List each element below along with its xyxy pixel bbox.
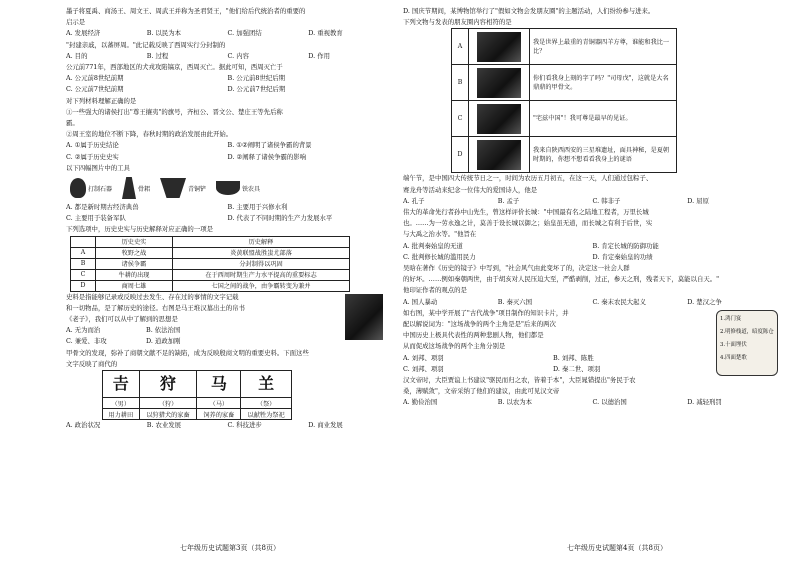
question-text: 赛龙舟等活动来纪念一位伟大的爱国诗人，他是: [403, 185, 538, 194]
question-text: 以下四幅图片中的工具: [66, 163, 130, 172]
option: A. 刘邦、项羽: [403, 353, 444, 362]
question-text: 桑，薄赋敛"，文帝采纳了他们的建议，由此可见汉文帝: [403, 387, 560, 396]
table-cell: A: [71, 247, 96, 258]
relic-letter: C: [452, 101, 469, 137]
glyph-name-row: [103, 398, 292, 409]
hezun-image: [477, 104, 521, 134]
glyph-name: （男）: [103, 398, 140, 409]
glyph-meaning: 以献牲为祭祀: [241, 409, 292, 420]
stone-tool-image: [70, 178, 86, 198]
simuwu-ding-image: [477, 68, 521, 98]
table-row: [71, 247, 350, 258]
option: B. 刘邦、陈胜: [553, 353, 594, 362]
option: A. 政治状况: [66, 421, 101, 430]
question-text: "封建亲戚，以蕃屏周。"此记载反映了西周实行分封制的: [66, 40, 226, 49]
page-footer: 七年级历史试题第4页（共8页）: [567, 544, 667, 552]
question-text: 汉文帝时，大臣贾谊上书建议"驱民而归之农，皆着于本"，大臣晁错提出"务民于农: [403, 376, 636, 385]
option: A. 孔子: [403, 196, 425, 205]
question-text: 《老子》，我们可以从中了解到的思想是: [66, 315, 178, 324]
glyph-name: （狩）: [139, 398, 197, 409]
option: B. 肯定长城的防御功能: [592, 241, 659, 250]
question-text: 从而促成这场战争的两个主角分别是: [403, 342, 506, 351]
question-text: 下列选项中，历史史实与历史解释对应正确的一项是: [66, 225, 213, 234]
question-text: 霸。: [66, 119, 79, 128]
options-row: [66, 84, 389, 95]
options-row: [66, 325, 389, 336]
relic-row: [452, 65, 677, 101]
oracle-glyph: 狩: [139, 371, 197, 398]
glyph-meaning: 以狩猎犬的家畜: [139, 409, 197, 420]
option: D. ②阐释了诸侯争霸的影响: [227, 152, 307, 161]
relic-table: [451, 28, 677, 173]
bronze-mask-image: [477, 140, 521, 170]
option: B. 以农为本: [497, 398, 533, 407]
relic-row: [452, 29, 677, 65]
war-card-question: [403, 308, 782, 375]
table-cell: C: [71, 269, 96, 280]
question-text: 的好坏。……例如秦朝两世，由于胡亥对人民压迫大至，严酷剥削，过正，参天之刑，残者天下，莫能以自天。": [403, 275, 720, 284]
option: D. 肯定秦始皇的功绩: [592, 252, 653, 261]
oracle-bone-table: [102, 370, 292, 420]
tool-images: [70, 177, 389, 199]
option: D. 代表了不同时期的生产力发展水平: [227, 214, 333, 223]
relic-letter: B: [452, 65, 469, 101]
option: C. 批判修长城的滥用民力: [403, 252, 476, 261]
relic-post: 我是世界上最重的青铜器四羊方尊，谁能和我比一比？: [530, 29, 677, 65]
oracle-glyph: 𠮷: [103, 371, 140, 398]
options-row: [66, 152, 389, 163]
option: C. 以德治国: [592, 398, 627, 407]
glyph-name: （马）: [197, 398, 241, 409]
options-row: [403, 297, 782, 308]
relic-row: [452, 137, 677, 173]
table-row: [71, 269, 350, 280]
option: C. 科技进步: [227, 421, 262, 430]
table-header: 历史解释: [173, 236, 350, 247]
card-item: 2.明修栈道，暗度陈仓: [720, 328, 774, 335]
options-row: [66, 202, 389, 213]
table-row: [71, 258, 350, 269]
options-row: [66, 28, 389, 39]
question-text: 文字反映了商代的: [66, 359, 118, 368]
table-cell: 炎黄联盟战胜蚩尤部落: [173, 247, 350, 258]
glyph-meaning: 用力耕田: [103, 409, 140, 420]
table-cell: 牛耕的出现: [96, 269, 173, 280]
options-row: [66, 336, 389, 347]
question-text: 与大禹之治水等。"他旨在: [403, 230, 477, 239]
table-cell: 商周七雄: [96, 280, 173, 291]
question-text: 和一切物品，是了解历史的途径。右图是马王堆汉墓出土的帛书: [66, 303, 245, 312]
options-row: [66, 51, 389, 62]
option: A. 国人暴动: [403, 297, 438, 306]
question-text: 伟大的革命先行者孙中山先生，曾这样评价长城："中国最有名之陆地工程者，万里长城: [403, 208, 649, 217]
iron-tool-image: [216, 181, 240, 195]
question-text: 配以解说词为："这场战争的两个主角是是"后来的两次: [403, 320, 556, 329]
option: B. 孟子: [497, 196, 520, 205]
relic-row: [452, 101, 677, 137]
glyph-name: （祭）: [241, 398, 292, 409]
table-header: 历史史实: [96, 236, 173, 247]
option: B. ①②阐明了诸侯争霸的背景: [227, 141, 312, 150]
option: B. 公元前8世纪后期: [227, 74, 286, 83]
table-cell: 诸侯争霸: [96, 258, 173, 269]
table-header: [71, 236, 96, 247]
question-text: 墨子将夏禹、商汤王、周文王、周武王并称为圣君贤王，"他们给后代统治者的重要的: [66, 7, 306, 15]
question-text: 下列文物与发表的朋友圈内容相符的是: [403, 18, 512, 27]
option: A. 公元前8世纪前期: [66, 74, 124, 83]
option: C. 加强团结: [227, 29, 262, 38]
card-item: 4.四面楚歌: [720, 354, 747, 361]
option: D. 公元前7世纪后期: [227, 85, 286, 94]
relic-letter: D: [452, 137, 469, 173]
tool-bronze: 青铜铲: [160, 178, 206, 198]
table-cell: 牧野之战: [96, 247, 173, 258]
option: D. 减轻刑罚: [687, 398, 722, 407]
question-text: 对下列材料理解正确的是: [66, 96, 137, 105]
question-text: ②周王室的地位不断下降，春秋时期的政治发展由此开始。: [66, 130, 233, 139]
question-text: 端午节，是中国四大传统节日之一，时间为农历五月初五，在这一天，人们通过包粽子、: [403, 174, 653, 183]
table-cell: 在于西周时期生产力水平提高的重要标志: [173, 269, 350, 280]
option: B. 主要用于兴修水利: [227, 203, 288, 212]
card-item: 3.十面埋伏: [720, 341, 747, 348]
tool-stone: 打制石器: [70, 178, 112, 198]
question-text: 他印证作者的观点的是: [403, 286, 467, 295]
question-text: 也。……为一劳永逸之计，莫善于设长城以御之；始皇虽无道，而长城之有利于后世，实: [403, 219, 653, 228]
option: C. ②属于历史史实: [66, 152, 119, 161]
option: C. 主要用于装备军队: [66, 214, 126, 223]
option: D. 商业发展: [308, 421, 343, 430]
question-text: 吴晗在著作《历史的镜子》中写到，"社会风气由此变坏了的，决定这一社会人群: [403, 264, 630, 273]
bronze-shovel-image: [160, 178, 186, 198]
option: B. 以民为本: [146, 29, 182, 38]
card-item: 1.鸿门宴: [720, 315, 742, 322]
history-table: [70, 236, 350, 292]
square-zun-image: [477, 32, 521, 62]
relic-post: 你们看我身上刻的字了吗？"司母戊"，这就是大名鼎鼎的甲骨文。: [530, 65, 677, 101]
right-page: [397, 0, 794, 561]
options-row: [403, 397, 782, 408]
option: A. ①属于历史结论: [66, 141, 119, 150]
question-text: ①一些强大的诸侯打出"尊王攘夷"的旗号，齐桓公、晋文公、楚庄王等先后称: [66, 107, 283, 116]
relic-letter: A: [452, 29, 469, 65]
question-text: 中国历史上极具代表性的两种悲剧人物，他们都是: [403, 331, 544, 340]
option: A. 无为而治: [66, 326, 101, 335]
option: B. 秦灭六国: [497, 297, 533, 306]
option: D. 逍政加刚: [146, 337, 181, 346]
option: D. 作用: [308, 51, 330, 60]
question-text: 如右图，某中学开展了"古代战争"项目制作的知识卡片，并: [403, 308, 569, 317]
question-text: 启示是: [66, 18, 86, 27]
option: D. 屈原: [687, 196, 709, 205]
question-text: 公元前771年，西部地区的犬戎攻陷镐京，西周灭亡。据此可知，西周灭亡于: [66, 63, 283, 72]
oracle-glyph: 𦍌: [241, 371, 292, 398]
option: C. 刘邦、项羽: [403, 364, 444, 373]
table-cell: D: [71, 280, 96, 291]
question-text: 甲骨文的发现，弥补了商朝文献不足的缺陷，成为反映殷商文明的重要史料。下面这些: [66, 348, 309, 357]
option: D. 秦二世、项羽: [553, 364, 601, 373]
option: D. 重视教育: [308, 29, 343, 38]
option: C. 兼爱、非攻: [66, 337, 107, 346]
option: B. 依法治国: [146, 326, 181, 335]
table-row: [71, 280, 350, 291]
option: A. 发展经济: [66, 29, 101, 38]
options-row: [66, 73, 389, 84]
silk-book-image: [345, 294, 383, 340]
table-cell: 七国之间的战争，由争霸转变为兼并: [173, 280, 350, 291]
glyph-meaning-row: [103, 409, 292, 420]
options-row: [403, 241, 782, 252]
tool-iron: 铁农具: [216, 181, 260, 195]
glyph-meaning: 饲养的家畜: [197, 409, 241, 420]
option: A. 勤俭治国: [403, 398, 438, 407]
option: C. 韩非子: [592, 196, 621, 205]
option: B. 农业发展: [146, 421, 182, 430]
table-header-row: [71, 236, 350, 247]
option: A. 都是新时期古经济典兽: [66, 203, 139, 212]
tool-bone: 骨耜: [122, 177, 150, 199]
table-cell: 分封制得以巩固: [173, 258, 350, 269]
option: C. 秦末农民大起义: [592, 297, 646, 306]
question-text: 史料是指能够记录或反映过去发生、存在过的事情的文字记载: [66, 292, 239, 301]
options-row: [66, 140, 389, 151]
oracle-glyph: 马: [197, 371, 241, 398]
bone-spade-image: [122, 177, 136, 199]
relic-post: 我来自陕西西安的三星堆遗址，面具神秘，是夏朝时期的，你想不想看看我身上的谜语: [530, 137, 677, 173]
option: C. 公元前7世纪前期: [66, 85, 124, 94]
option: A. 批判秦始皇的无道: [403, 241, 463, 250]
option: B. 过程: [146, 51, 169, 60]
relic-post: "宅兹中国"！我可尊是最早的见证。: [530, 101, 677, 137]
option: A. 目的: [66, 51, 88, 60]
options-row: [403, 252, 782, 263]
knowledge-card: [716, 310, 778, 376]
option: C. 内容: [227, 51, 250, 60]
option: D. 楚汉之争: [687, 297, 722, 306]
options-row: [66, 420, 389, 431]
page-footer: 七年级历史试题第3页（共8页）: [180, 544, 280, 552]
table-cell: B: [71, 258, 96, 269]
glyph-row: [103, 371, 292, 398]
question-text: D. 国庆节期间，某博物馆举行了"假如文物会发朋友圈"的主题活动，人们纷纷参与进来。: [403, 7, 655, 15]
options-row: [403, 196, 782, 207]
silk-book-question: [66, 292, 389, 348]
options-row: [66, 213, 389, 224]
